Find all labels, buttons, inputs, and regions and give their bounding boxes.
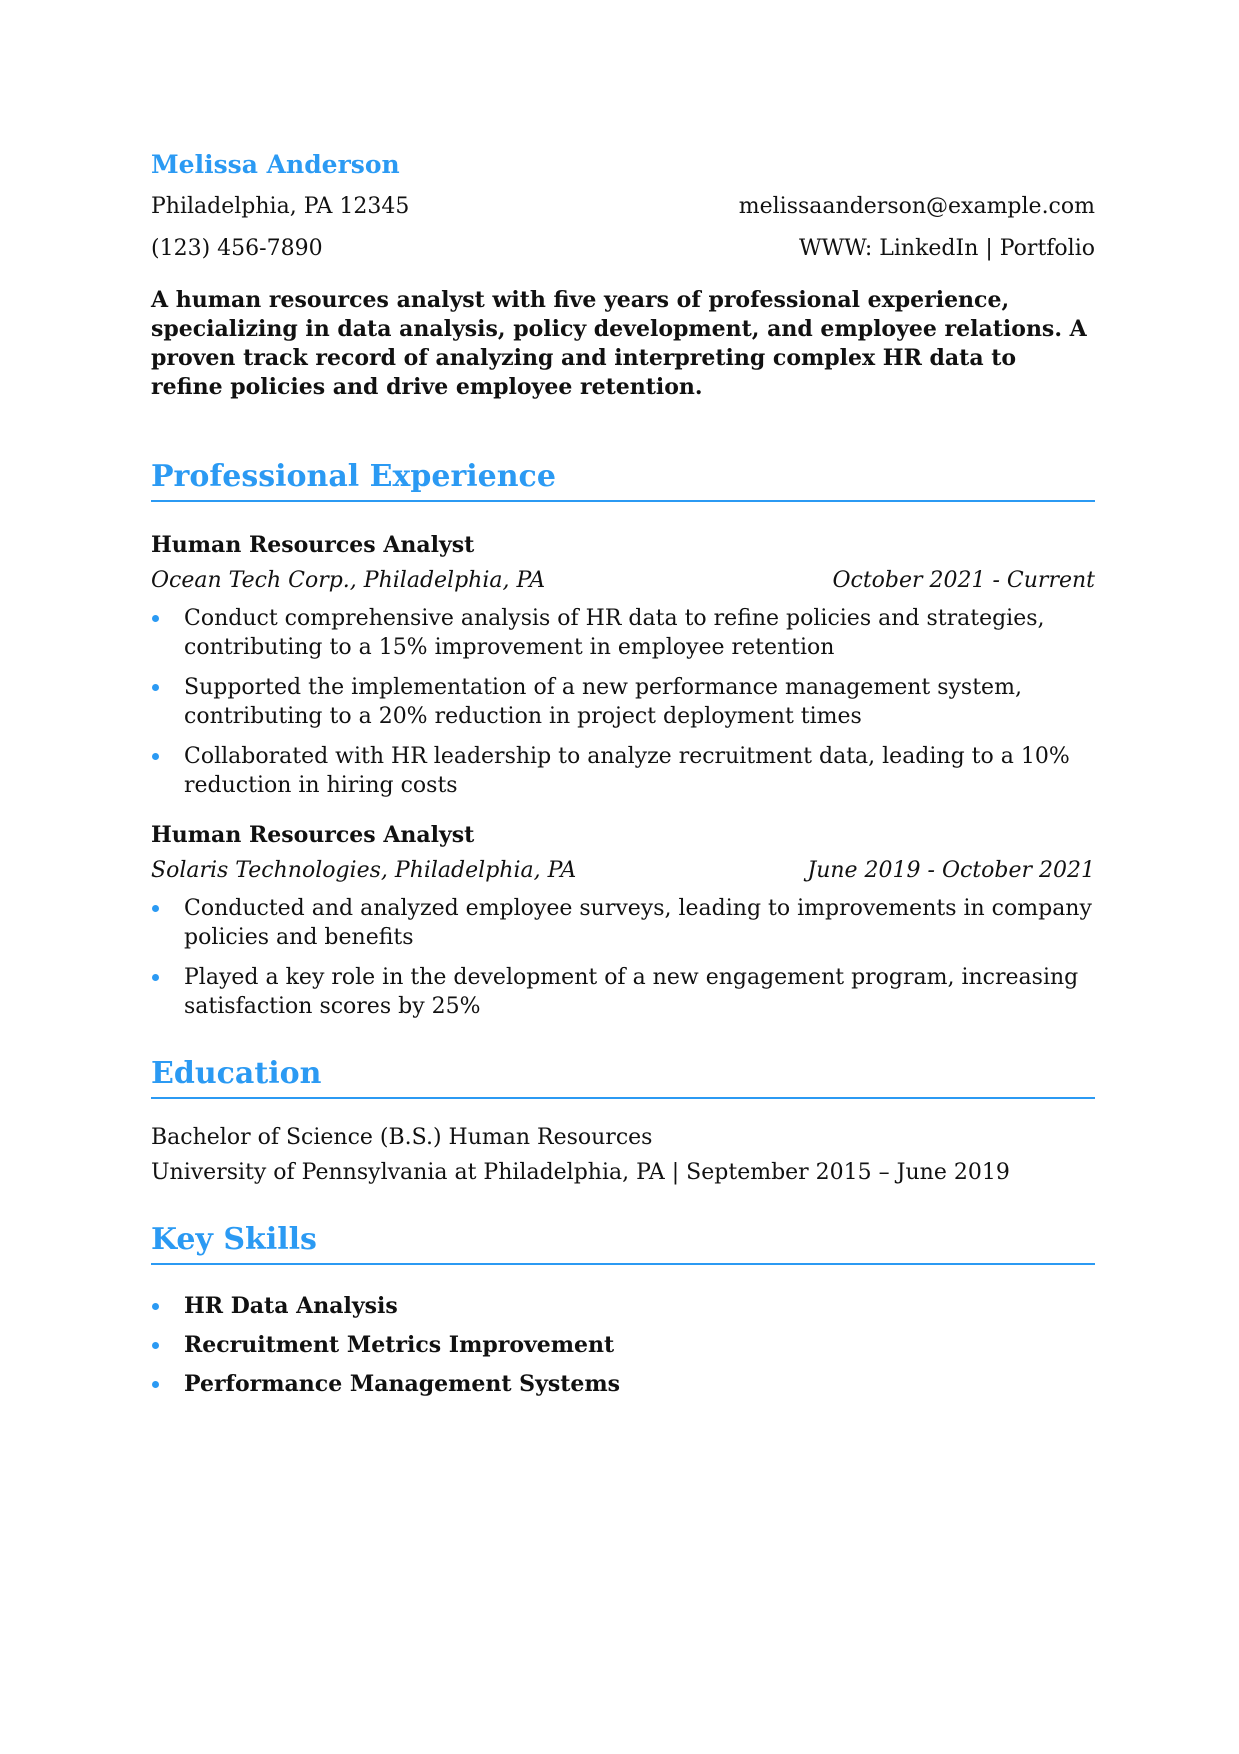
job-company: Solaris Technologies, Philadelphia, PA xyxy=(151,858,577,883)
job-bullets xyxy=(151,894,1095,1021)
job-title: Human Resources Analyst xyxy=(151,822,475,848)
school: University of Pennsylvania at Philadelphia, PA | September 2015 – June 2019 xyxy=(151,1160,1010,1185)
resume-page xyxy=(151,150,1095,1408)
education-entry xyxy=(151,1123,1095,1188)
bullet-text: Collaborated with HR leadership to analyze recruitment data, leading to a 10% reduction in hiring costs xyxy=(184,744,1070,798)
bullet-icon xyxy=(152,1342,159,1349)
bullet-text: Played a key role in the development of a new engagement program, increasing satisfaction scores by 25% xyxy=(184,965,1079,1019)
list-item xyxy=(151,1330,1095,1360)
bullet-icon xyxy=(152,615,159,622)
bullet-icon xyxy=(152,753,159,760)
bullet-icon xyxy=(152,684,159,691)
job-dates: October 2021 - Current xyxy=(832,568,1095,593)
list-item xyxy=(151,742,1095,800)
job-entry xyxy=(151,820,1095,1021)
candidate-name: Melissa Anderson xyxy=(151,150,400,179)
job-meta xyxy=(151,566,1095,596)
job-dates: June 2019 - October 2021 xyxy=(807,858,1095,883)
skill-text: Performance Management Systems xyxy=(184,1371,621,1397)
section-title-education: Education xyxy=(151,1055,1095,1099)
section-title-skills: Key Skills xyxy=(151,1221,1095,1265)
phone: (123) 456-7890 xyxy=(151,236,323,261)
bullet-text: Conduct comprehensive analysis of HR data to refine policies and strategies, contributing to a 15% improvement in employee retention xyxy=(184,606,1045,660)
bullet-icon xyxy=(152,1381,159,1388)
job-meta xyxy=(151,856,1095,886)
list-item xyxy=(151,1369,1095,1399)
skill-text: Recruitment Metrics Improvement xyxy=(184,1332,615,1358)
bullet-icon xyxy=(152,905,159,912)
list-item xyxy=(151,673,1095,731)
skills-list xyxy=(151,1291,1095,1399)
job-company: Ocean Tech Corp., Philadelphia, PA xyxy=(151,568,546,593)
list-item xyxy=(151,963,1095,1021)
skill-text: HR Data Analysis xyxy=(184,1293,398,1319)
web-links: WWW: LinkedIn | Portfolio xyxy=(798,236,1095,261)
location: Philadelphia, PA 12345 xyxy=(151,194,410,219)
degree: Bachelor of Science (B.S.) Human Resources xyxy=(151,1125,653,1150)
job-entry xyxy=(151,530,1095,800)
professional-summary: A human resources analyst with five years of professional experience, specializing in data analysis, policy development, and employee relations. A proven track record of analyzing and interpreting complex HR data to refine policies and drive employee retention. xyxy=(151,287,1087,400)
list-item xyxy=(151,894,1095,952)
bullet-text: Supported the implementation of a new performance management system, contributing to a 20% reduction in project deployment times xyxy=(184,675,1022,729)
list-item xyxy=(151,604,1095,662)
bullet-icon xyxy=(152,1303,159,1310)
list-item xyxy=(151,1291,1095,1321)
contact-row-1 xyxy=(151,192,1095,222)
job-title: Human Resources Analyst xyxy=(151,532,475,558)
email: melissaanderson@example.com xyxy=(738,194,1095,219)
job-bullets xyxy=(151,604,1095,800)
bullet-text: Conducted and analyzed employee surveys, leading to improvements in company policies and benefits xyxy=(184,896,1092,950)
section-title-experience: Professional Experience xyxy=(151,458,1095,502)
contact-row-2 xyxy=(151,234,1095,264)
bullet-icon xyxy=(152,974,159,981)
